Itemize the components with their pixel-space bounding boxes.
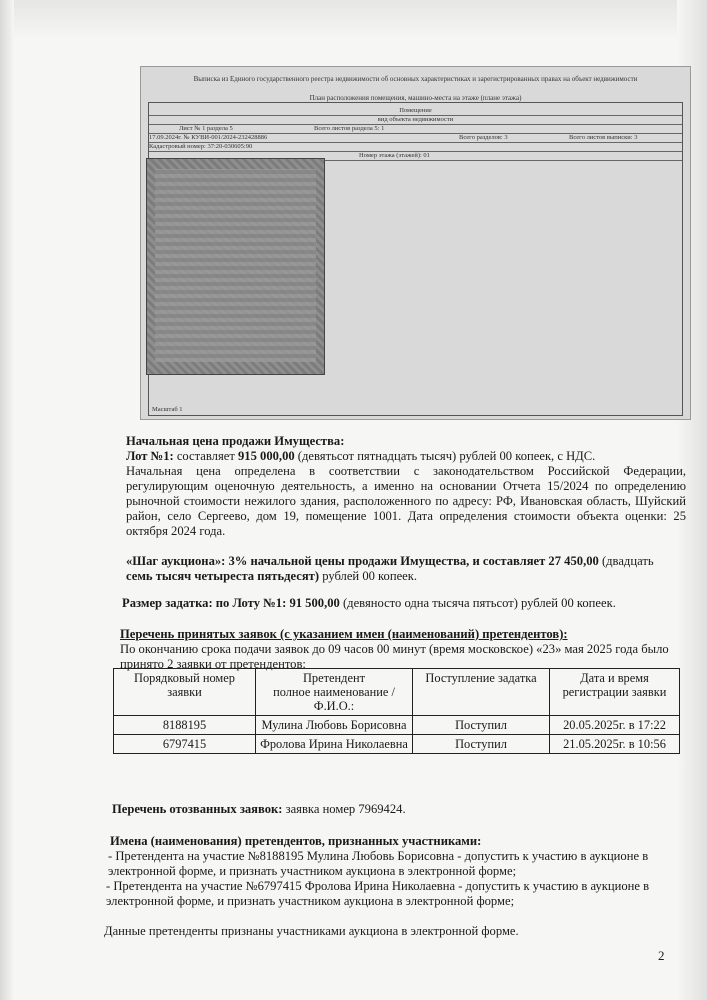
- lot-price-line: [126, 449, 686, 464]
- deposit-words: (девяносто одна тысяча пятьсот) рублей 00 копеек.: [339, 596, 616, 610]
- extract-sections-total: Всего разделов: 3: [459, 134, 508, 141]
- applications-table: [113, 668, 680, 754]
- lot-amount-words: (девятьсот пятнадцать тысяч) рублей 00 копеек, с НДС.: [294, 449, 596, 463]
- floor-plan-detail: [155, 169, 316, 362]
- extract-sheets-in-section: Всего листов раздела 5: 1: [314, 125, 385, 132]
- extract-cadastral-number: Кадастровый номер: 37:20-030605:90: [149, 143, 253, 150]
- col-order-number: Порядковый номер заявки: [114, 669, 256, 716]
- table-row: [114, 735, 680, 754]
- cell-order-number: 8188195: [114, 716, 256, 735]
- step-label: «Шаг аукциона»: 3% начальной цены продажи Имущества, и составляет 27 450,00: [126, 554, 599, 568]
- page-number: 2: [658, 948, 665, 963]
- auction-step-paragraph: [126, 554, 688, 584]
- extract-sheet-label: Лист № 1 раздела 5: [179, 125, 233, 132]
- extract-row: [149, 134, 682, 143]
- lot-label: Лот №1:: [126, 449, 177, 463]
- price-basis-paragraph: Начальная цена определена в соответствии с законодательством Российской Федерации, регулирующим оценочную деятельность, а именно на основании Отчета 15/2024 по определению рыночной стоимости нежилого здания, расположенного по адресу: РФ, Ивановская область, Шуйский район, село Сергеево, дом 19, помещение 1001. Дата определения стоимости объекта оценки: 25 октября 2024 года.: [126, 464, 686, 538]
- initial-price-heading: Начальная цена продажи Имущества:: [126, 434, 345, 448]
- col-applicant: [256, 669, 413, 716]
- extract-row: [149, 116, 682, 125]
- scan-left-shadow: [0, 0, 14, 1000]
- extract-floor-number: Номер этажа (этажей): 01: [359, 152, 430, 159]
- withdrawn-label: Перечень отозванных заявок:: [112, 802, 283, 816]
- table-header-row: [114, 669, 680, 716]
- cell-registration: 20.05.2025г. в 17:22: [550, 716, 680, 735]
- extract-object-kind: Помещение: [399, 107, 432, 114]
- deposit-paragraph: [122, 596, 688, 611]
- lot-amount: 915 000,00: [237, 449, 295, 463]
- extract-date-number: 17.09.2024г. № КУВИ-001/2024-232428886: [149, 134, 268, 141]
- table-row: [114, 716, 680, 735]
- accepted-applications-heading: Перечень принятых заявок (с указанием имен (наименований) претендентов):: [120, 627, 568, 641]
- participants-heading: Имена (наименования) претендентов, признанных участниками:: [110, 834, 482, 848]
- col-registration-date: Дата и время регистрации заявки: [550, 669, 680, 716]
- conclusion-text: Данные претенденты признаны участниками аукциона в электронной форме.: [104, 924, 519, 938]
- extract-row: [149, 107, 682, 116]
- cell-deposit: Поступил: [413, 735, 550, 754]
- extract-scale: Масштаб 1: [152, 406, 183, 413]
- cell-applicant: Мулина Любовь Борисовна: [256, 716, 413, 735]
- step-tail: рублей 00 копеек.: [319, 569, 418, 583]
- extract-row: [149, 125, 682, 134]
- cell-applicant: Фролова Ирина Николаевна: [256, 735, 413, 754]
- cell-registration: 21.05.2025г. в 10:56: [550, 735, 680, 754]
- participant-2: - Претендента на участие №6797415 Фролова Ирина Николаевна - допустить к участию в аукционе в электронной форме, и признать участником аукциона в электронной форме;: [106, 879, 650, 908]
- extract-header: Выписка из Единого государственного реестра недвижимости об основных характеристиках и зарегистрированных правах на объект недвижимости: [193, 75, 638, 83]
- extract-sheets-total: Всего листов выписки: 3: [569, 134, 638, 141]
- withdrawn-value: заявка номер 7969424.: [282, 802, 406, 816]
- extract-row: [149, 143, 682, 152]
- scan-top-shadow: [0, 0, 707, 40]
- col-deposit-received: Поступление задатка: [413, 669, 550, 716]
- lot-mid: составляет: [176, 449, 238, 463]
- egrn-extract-image: [140, 66, 691, 420]
- cell-order-number: 6797415: [114, 735, 256, 754]
- extract-subheader: План расположения помещения, машино-места на этаже (плане этажа): [309, 94, 522, 102]
- floor-plan-image: [146, 158, 325, 375]
- step-words-bold: семь тысяч четыреста пятьдесят): [126, 569, 320, 583]
- deposit-label: Размер задатка: по Лоту №1: 91 500,00: [122, 596, 340, 610]
- extract-object-type: вид объекта недвижимости: [377, 116, 454, 123]
- withdrawn-applications: [112, 802, 692, 817]
- col-applicant-subtitle: полное наименование / Ф.И.О.:: [273, 685, 395, 713]
- col-applicant-title: Претендент: [302, 671, 366, 685]
- participant-1: - Претендента на участие №8188195 Мулина Любовь Борисовна - допустить к участию в аукционе в электронной форме, и признать участником аукциона в электронной форме;: [108, 849, 649, 878]
- step-words: (двадцать: [598, 554, 654, 568]
- cell-deposit: Поступил: [413, 716, 550, 735]
- accepted-applications-text: По окончанию срока подачи заявок до 09 часов 00 минут (время московское) «23» мая 2025 года было принято 2 заявки от претендентов:: [120, 642, 669, 671]
